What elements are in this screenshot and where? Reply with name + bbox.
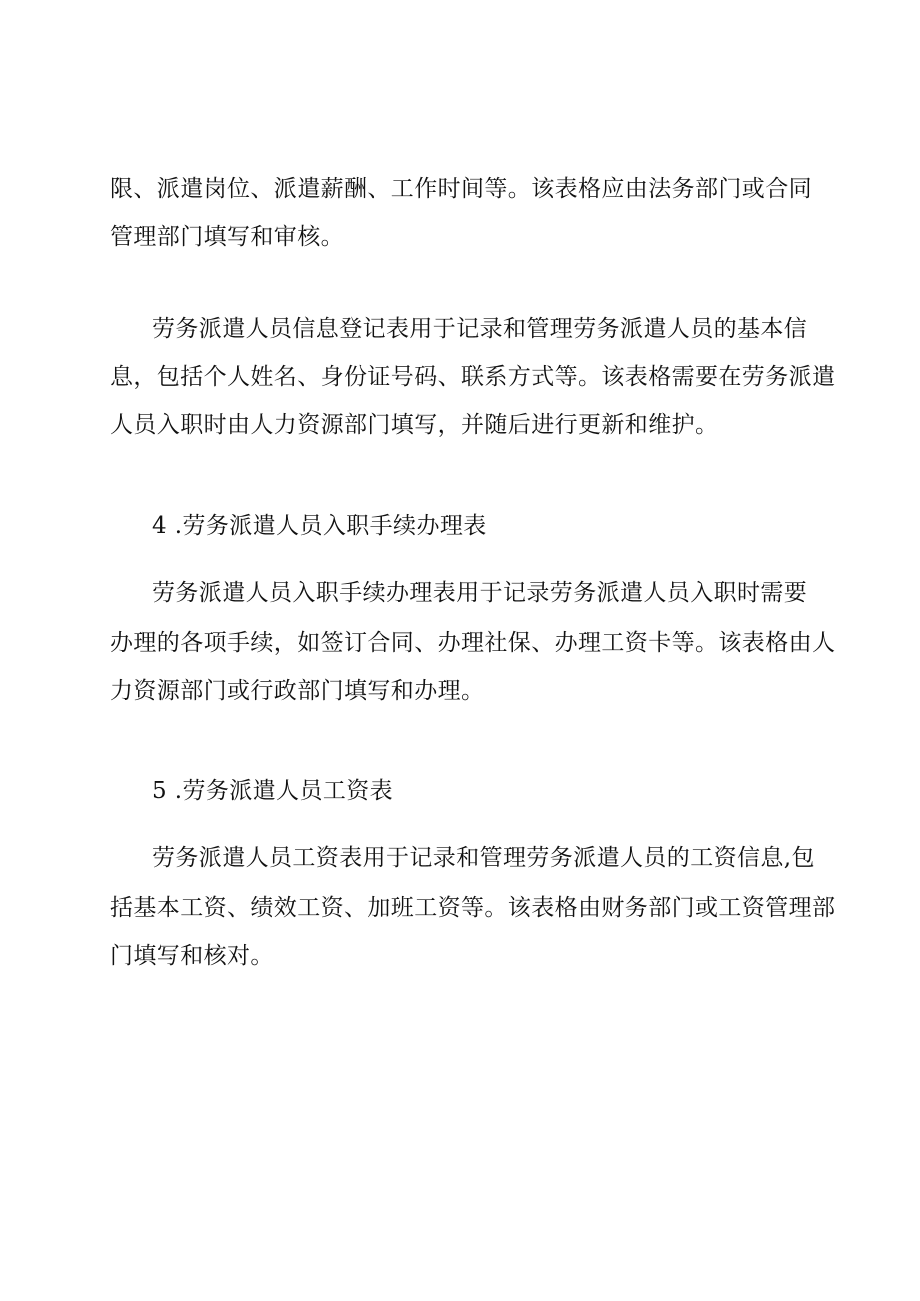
paragraph-line: 力资源部门或行政部门填写和办理。 xyxy=(110,678,485,704)
section-heading: 4 .劳务派遣人员入职手续办理表 xyxy=(152,513,487,539)
paragraph-line: 括基本工资、绩效工资、加班工资等。该表格由财务部门或工资管理部 xyxy=(110,895,836,921)
paragraph-line: 人员入职时由人力资源部门填写，并随后进行更新和维护。 xyxy=(110,412,719,438)
paragraph-line: 管理部门填写和审核。 xyxy=(110,224,344,250)
section-heading: 5 .劳务派遣人员工资表 xyxy=(152,778,394,804)
paragraph-line: 息，包括个人姓名、身份证号码、联系方式等。该表格需要在劳务派遣 xyxy=(110,364,836,390)
paragraph-line: 办理的各项手续，如签订合同、办理社保、办理工资卡等。该表格由人 xyxy=(110,630,836,656)
paragraph-line: 劳务派遣人员信息登记表用于记录和管理劳务派遣人员的基本信 xyxy=(152,316,808,342)
paragraph-line: 劳务派遣人员入职手续办理表用于记录劳务派遣人员入职时需要 xyxy=(152,580,808,606)
paragraph-line: 限、派遣岗位、派遣薪酬、工作时间等。该表格应由法务部门或合同 xyxy=(110,176,812,202)
paragraph-line: 劳务派遣人员工资表用于记录和管理劳务派遣人员的工资信息,包 xyxy=(152,845,815,871)
paragraph-line: 门填写和核对。 xyxy=(110,943,274,969)
